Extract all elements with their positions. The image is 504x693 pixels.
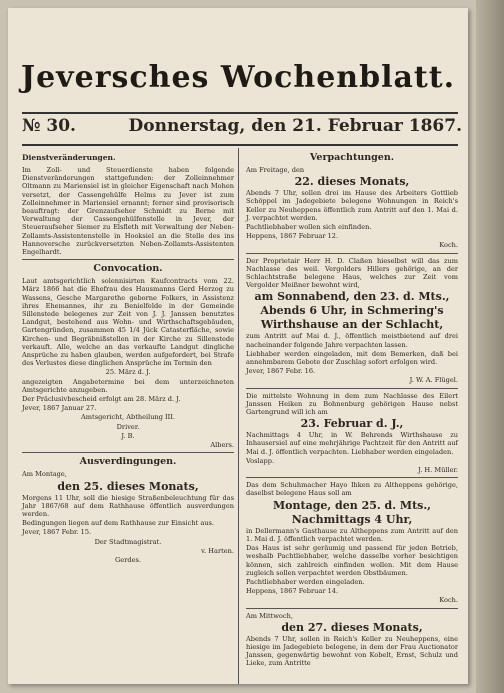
book-spine-edge: [476, 0, 504, 693]
text-block: Voslapp.: [246, 456, 275, 465]
divider: [246, 388, 458, 389]
signature: J. H. Müller.: [418, 466, 458, 475]
text-block: Am Freitage, den: [246, 166, 305, 174]
text-block: Der Proprietair Herr H. D. Claßen hieselbst will das zum Nachlasse des weil. Vergolders Hillers gehörige, an der Schlachtstraße belegene Haus, welches zur Zeit vom Vergolder Meißner bewohnt wird,: [246, 256, 458, 290]
header-rule-bottom: [22, 144, 458, 146]
highlight-date: den 27. dieses Monats,: [281, 620, 423, 634]
signature: Driver.: [116, 422, 140, 431]
header-rule-top: [22, 112, 458, 114]
term-date: 25. März d. J.: [105, 368, 151, 377]
masthead-title: Jeversches Wochenblatt.: [20, 60, 456, 95]
highlight-date: Montage, den 25. d. Mts.,: [272, 498, 431, 512]
highlight-date: den 25. dieses Monats,: [57, 479, 199, 493]
text-block: Im Zoll- und Steuerdienste haben folgende Dienstveränderungen stattgefunden: der Zolleinnehmer Oltmann zu Mariensiel ist in gleicher Eigenschaft nach Mohen versetzt, der Cassengehülfe Helms zu Jever ist zum Zolleinnehmer in Mariensiel ernannt; ferner sind provisorisch beauftragt: der Grenzaufseher Schmidt zu Berne mit Verwaltung der Cassengehülfenstelle in Jever, der Steueraufseher Siemer zu Elsfleth mit Verwaltung der Neben-Zollamts-Assistentenstelle in Hooksiel an die Stelle des ins Hannoversche zurückversetzten Neben-Zollamts-Assistenten Engelhardt.: [22, 166, 234, 257]
text-block: Jever, 1867 Febr. 16.: [246, 367, 316, 376]
divider: [22, 452, 234, 453]
issue-date: Donnerstag, den 21. Februar 1867.: [128, 116, 462, 136]
signature: Koch.: [439, 241, 458, 250]
text-block: Das Haus ist sehr geräumig und passend für jeden Betrieb, weshalb Pachtliebhaber, welche dasselbe vorher besichtigen können, sich zahlreich einfinden wollen. Mit dem Hause zugleich sollen verpachtet werden Obstbäumen.: [246, 544, 458, 577]
text-block: Heppens, 1867 Februar 12.: [246, 232, 339, 241]
newspaper-page: [8, 8, 468, 684]
text-block: in Dellermann's Gasthause zu Altheppens zum Antritt auf den 1. Mai d. J. öffentlich verpachtet werden.: [246, 526, 458, 543]
text-block: angezeigten Angabetermine bei dem unterzeichneten Amtsgerichte anzugeben.: [22, 377, 234, 394]
section-heading-verpachtungen: Verpachtungen.: [309, 152, 395, 163]
highlight-date: 23. Februar d. J.,: [300, 417, 404, 431]
text-block: Jever, 1867 Januar 27.: [22, 404, 97, 413]
text-block: Das dem Schuhmacher Hayo Ihken zu Altheppens gehörige, daselbst belegene Haus soll am: [246, 481, 458, 498]
text-block: Pachtliebhaber wollen sich einfinden.: [246, 223, 372, 232]
highlight-time: Abends 6 Uhr, in Schmering's: [260, 304, 444, 318]
signature: Albers.: [210, 441, 234, 450]
signature: J. B.: [121, 431, 135, 440]
court-name: Amtsgericht, Abtheilung III.: [81, 413, 175, 422]
text-block: Abends 7 Uhr, sollen drei im Hause des Arbeiters Gottlieb Schöppel im Jadegebiete belegene Wohnungen in Reich's Keller zu Neuheppens öffentlich zum Antritt auf den 1. Mai d. J. verpachtet werden.: [246, 189, 458, 222]
text-block: Am Mittwoch,: [246, 611, 293, 620]
right-column: [246, 150, 458, 669]
issue-number: № 30.: [22, 116, 76, 136]
issue-line: [22, 116, 462, 142]
divider: [246, 477, 458, 478]
highlight-date: am Sonnabend, den 23. d. Mts.,: [254, 290, 450, 304]
text-block: Der Präclusivbescheid erfolgt am 28. März d. J.: [22, 395, 181, 404]
text-block: zum Antritt auf Mai d. J., öffentlich meistbietend auf drei nacheinander folgende Jahre verpachten lassen.: [246, 332, 458, 349]
text-block: Am Montage,: [22, 470, 67, 479]
signature: v. Harten.: [201, 546, 234, 555]
highlight-time: Nachmittags 4 Uhr,: [291, 512, 413, 526]
text-block: Abends 7 Uhr, sollen in Reich's Keller zu Neuheppens, eine hiesige im Jadegebiete belegene, in dem der Frau Auctionator Janssen, gegenwärtig bewohnt von Kobelt, Ernst, Schulz und Lieke, zum Antritte: [246, 634, 458, 668]
divider: [22, 259, 234, 260]
highlight-date: 22. dieses Monats,: [294, 175, 410, 189]
section-heading-ausverdingungen: Ausverdingungen.: [79, 456, 177, 468]
section-heading-convocation: Convocation.: [93, 263, 163, 275]
column-divider: [238, 148, 239, 684]
text-block: Die mittelste Wohnung in dem zum Nachlasse des Eilert Janssen Heiken zu Bohnenburg gehörigen Hause nebst Gartengrund will ich am: [246, 391, 458, 417]
signature: Koch.: [439, 596, 458, 605]
text-block: Nachmittags 4 Uhr, in W. Behrends Wirthshause zu Inhausersiel auf eine mehrjährige Pachtzeit für den Antritt auf Mai d. J. öffentlich verpachten. Liebhaber werden eingeladen.: [246, 431, 458, 456]
section-heading-dienst: Dienstveränderungen.: [22, 153, 116, 162]
text-block: Laut amtsgerichtlich solennisirten Kaufcontracts vom 22. März 1866 hat die Ehefrau des Hausmanns Gerd Herzog zu Wassens, Gesche Margarethe geborne Folkers, in Assistenz ihres Ehemannes, ihr zu Benielfelde in der Gemeinde Sillenstede belegenes zur Zeit von J. J. Janssen benutztes Landgut, bestehend aus Wohn- und Wirthschaftsgebäuden, Gartengründen, zusammen 45 1/4 Jück Catasterfläche, sowie Kirchen- und Begräbnißstellen in der Kirche zu Sillenstede verkauft. Alle, welche an das verkaufte Landgut dingliche Ansprüche zu haben glauben, werden aufgefordert, bei Strafe des Verlustes diese dinglichen Ansprüche im Termin den: [22, 277, 234, 368]
divider: [246, 253, 458, 254]
highlight-place: Wirthshause an der Schlacht,: [260, 318, 444, 332]
left-column: [22, 150, 234, 565]
text-block: Pachtliebhaber werden eingeladen.: [246, 577, 365, 586]
magistrate: Der Stadtmagistrat.: [94, 537, 162, 546]
text-block: Liebhaber werden eingeladen, mit dem Bemerken, daß bei annehmbarem Gebote der Zuschlag sofort erfolgen wird.: [246, 349, 458, 367]
divider: [246, 608, 458, 609]
text-block: Heppens, 1867 Februar 14.: [246, 587, 339, 596]
text-block: Jever, 1867 Febr. 15.: [22, 528, 92, 537]
signature: J. W. A. Flügel.: [409, 376, 458, 385]
text-block: Bedingungen liegen auf dem Rathhause zur Einsicht aus.: [22, 519, 214, 528]
signature: Gerdes.: [115, 555, 141, 564]
text-block: Morgens 11 Uhr, soll die hiesige Straßenbeleuchtung für das Jahr 1867/68 auf dem Rathhause öffentlich ausverdungen werden.: [22, 493, 234, 518]
